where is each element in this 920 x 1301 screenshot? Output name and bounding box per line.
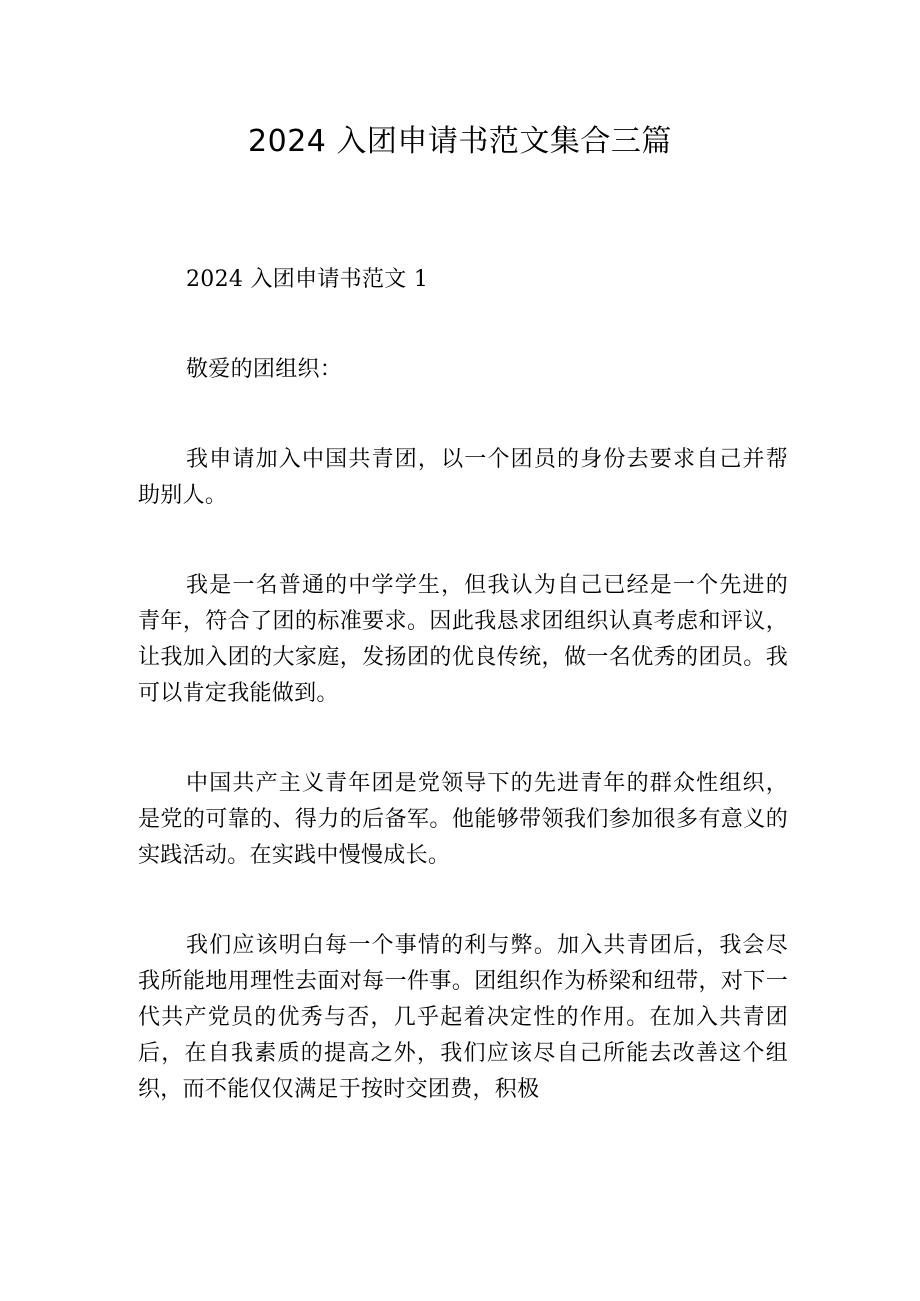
body-paragraph: 我申请加入中国共青团，以一个团员的身份去要求自己并帮助别人。 — [138, 447, 788, 508]
document-title: 2024 入团申请书范文集合三篇 — [248, 124, 672, 159]
salutation: 敬爱的团组织： — [186, 357, 343, 382]
body-paragraph: 我们应该明白每一个事情的利与弊。加入共青团后，我会尽我所能地用理性去面对每一件事。团组织作为桥梁和纽带，对下一代共产党员的优秀与否，几乎起着决定性的作用。在加入共青团后，在自我素质的提高之外，我们应该尽自己所能去改善这个组织，而不能仅仅满足于按时交团费，积极 — [138, 933, 788, 1102]
body-paragraph: 我是一名普通的中学学生，但我认为自己已经是一个先进的青年，符合了团的标准要求。因此我恳求团组织认真考虑和评议，让我加入团的大家庭，发扬团的优良传统，做一名优秀的团员。我可以肯定我能做到。 — [138, 573, 788, 706]
section-heading: 2024 入团申请书范文 1 — [186, 267, 429, 292]
body-paragraph: 中国共产主义青年团是党领导下的先进青年的群众性组织，是党的可靠的、得力的后备军。他能够带领我们参加很多有意义的实践活动。在实践中慢慢成长。 — [138, 771, 788, 868]
document-body — [138, 262, 788, 1162]
